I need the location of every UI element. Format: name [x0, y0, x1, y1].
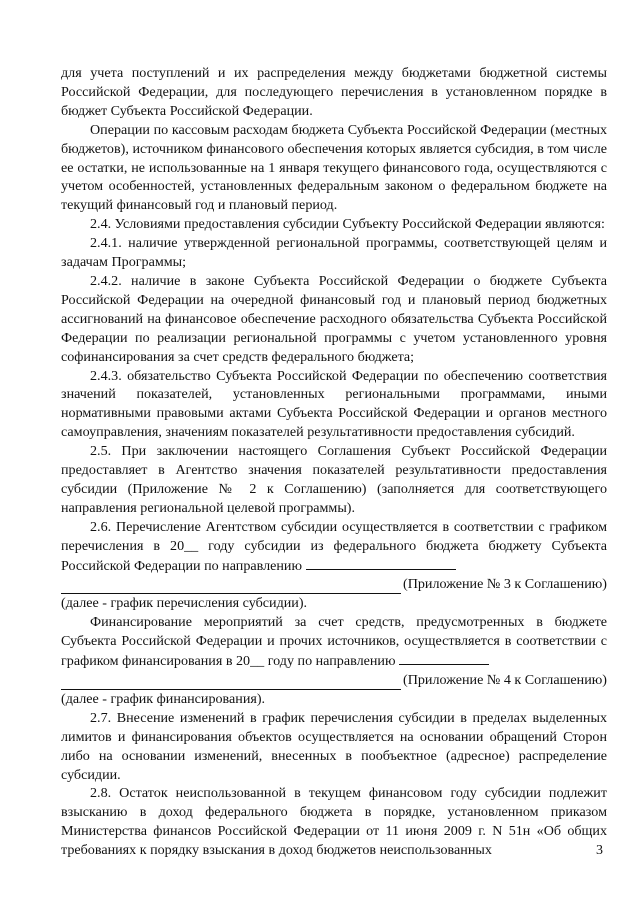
blank-line — [399, 651, 489, 665]
paragraph-2-7: 2.7. Внесение изменений в график перечисления субсидии в пределах выделенных лимитов и финансирования объектов осуществляется на основании обращений Сторон либо на основании изменений, внесенных в пообъектное (адресное) распределение субсидии. — [61, 709, 607, 783]
blank-line — [61, 579, 401, 594]
appendix-4-reference: (Приложение № 4 к Соглашению) — [403, 672, 607, 688]
paragraph-continuation: для учета поступлений и их распределения между бюджетами бюджетной системы Российской Федерации, для последующего перечисления в установленном порядке в бюджет Субъекта Российской Федерации. — [61, 65, 607, 119]
paragraph-2-4-2: 2.4.2. наличие в законе Субъекта Российской Федерации о бюджете Субъекта Российской Федерации на очередной финансовый год и плановый период бюджетных ассигнований на финансовое обеспечение расходного обязательства Субъекта Российской Федерации по реализации региональной программы с учетом установленного уровня софинансирования за счет средств федерального бюджета; — [61, 272, 607, 365]
blank-line — [306, 556, 456, 570]
document-body — [61, 64, 607, 860]
paragraph-cash-operations: Операции по кассовым расходам бюджета Субъекта Российской Федерации (местных бюджетов), источником финансового обеспечения которых является субсидия, в том числе ее остатки, не использованные на 1 января текущего финансового года, осуществляются с учетом особенностей, установленных федеральным законом о федеральном бюджете на текущий финансовый год и плановый период. — [61, 121, 607, 214]
schedule-note-financing: (далее - график финансирования). — [61, 690, 266, 707]
paragraph-2-5: 2.5. При заключении настоящего Соглашения Субъект Российской Федерации предоставляет в Агентство значения показателей результативности предоставления субсидии (Приложение № 2 к Соглашению) (заполняется для соответствующего направления региональной целевой программы). — [61, 443, 607, 516]
paragraph-financing — [61, 613, 607, 671]
paragraph-2-4: 2.4. Условиями предоставления субсидии Субъекту Российской Федерации являются: — [90, 216, 605, 233]
paragraph-2-4-3: 2.4.3. обязательство Субъекта Российской Федерации по обеспечению соответствия значений показателей, установленных региональными программами, иными нормативными правовыми актами Субъекта Российской Федерации и органов местного самоуправления, значениям показателей результативности предоставления субсидий. — [61, 367, 607, 441]
appendix-3-reference: (Приложение № 3 к Соглашению) — [403, 576, 607, 593]
schedule-note-transfer: (далее - график перечисления субсидии). — [61, 595, 308, 612]
paragraph-2-6-text: 2.6. Перечисление Агентством субсидии осуществляется в соответствии с графиком перечисления в 20__ году субсидии из федерального бюджета бюджету Субъекта Российской Федерации по направлению — [61, 518, 607, 574]
paragraph-2-8: 2.8. Остаток неиспользованной в текущем финансовом году субсидии подлежит взысканию в доход федерального бюджета в порядке, установленном приказом Министерства финансов Российской Федерации от 11 июня 2009 г. N 51н «Об общих требованиях к порядку взыскания в доход бюджетов неиспользованных — [61, 785, 607, 859]
fill-line-appendix-4 — [61, 671, 607, 690]
blank-line — [61, 675, 401, 690]
fill-line-appendix-3 — [61, 575, 607, 594]
paragraph-2-4-1: 2.4.1. наличие утвержденной региональной программы, соответствующей целям и задачам Программы; — [61, 235, 607, 271]
paragraph-2-6 — [61, 518, 607, 576]
paragraph-financing-text: Финансирование мероприятий за счет средств, предусмотренных в бюджете Субъекта Российской Федерации и прочих источников, осуществляется в соответствии с графиком финансирования в 20__ году по направлению — [61, 614, 607, 670]
page-number: 3 — [596, 843, 603, 858]
